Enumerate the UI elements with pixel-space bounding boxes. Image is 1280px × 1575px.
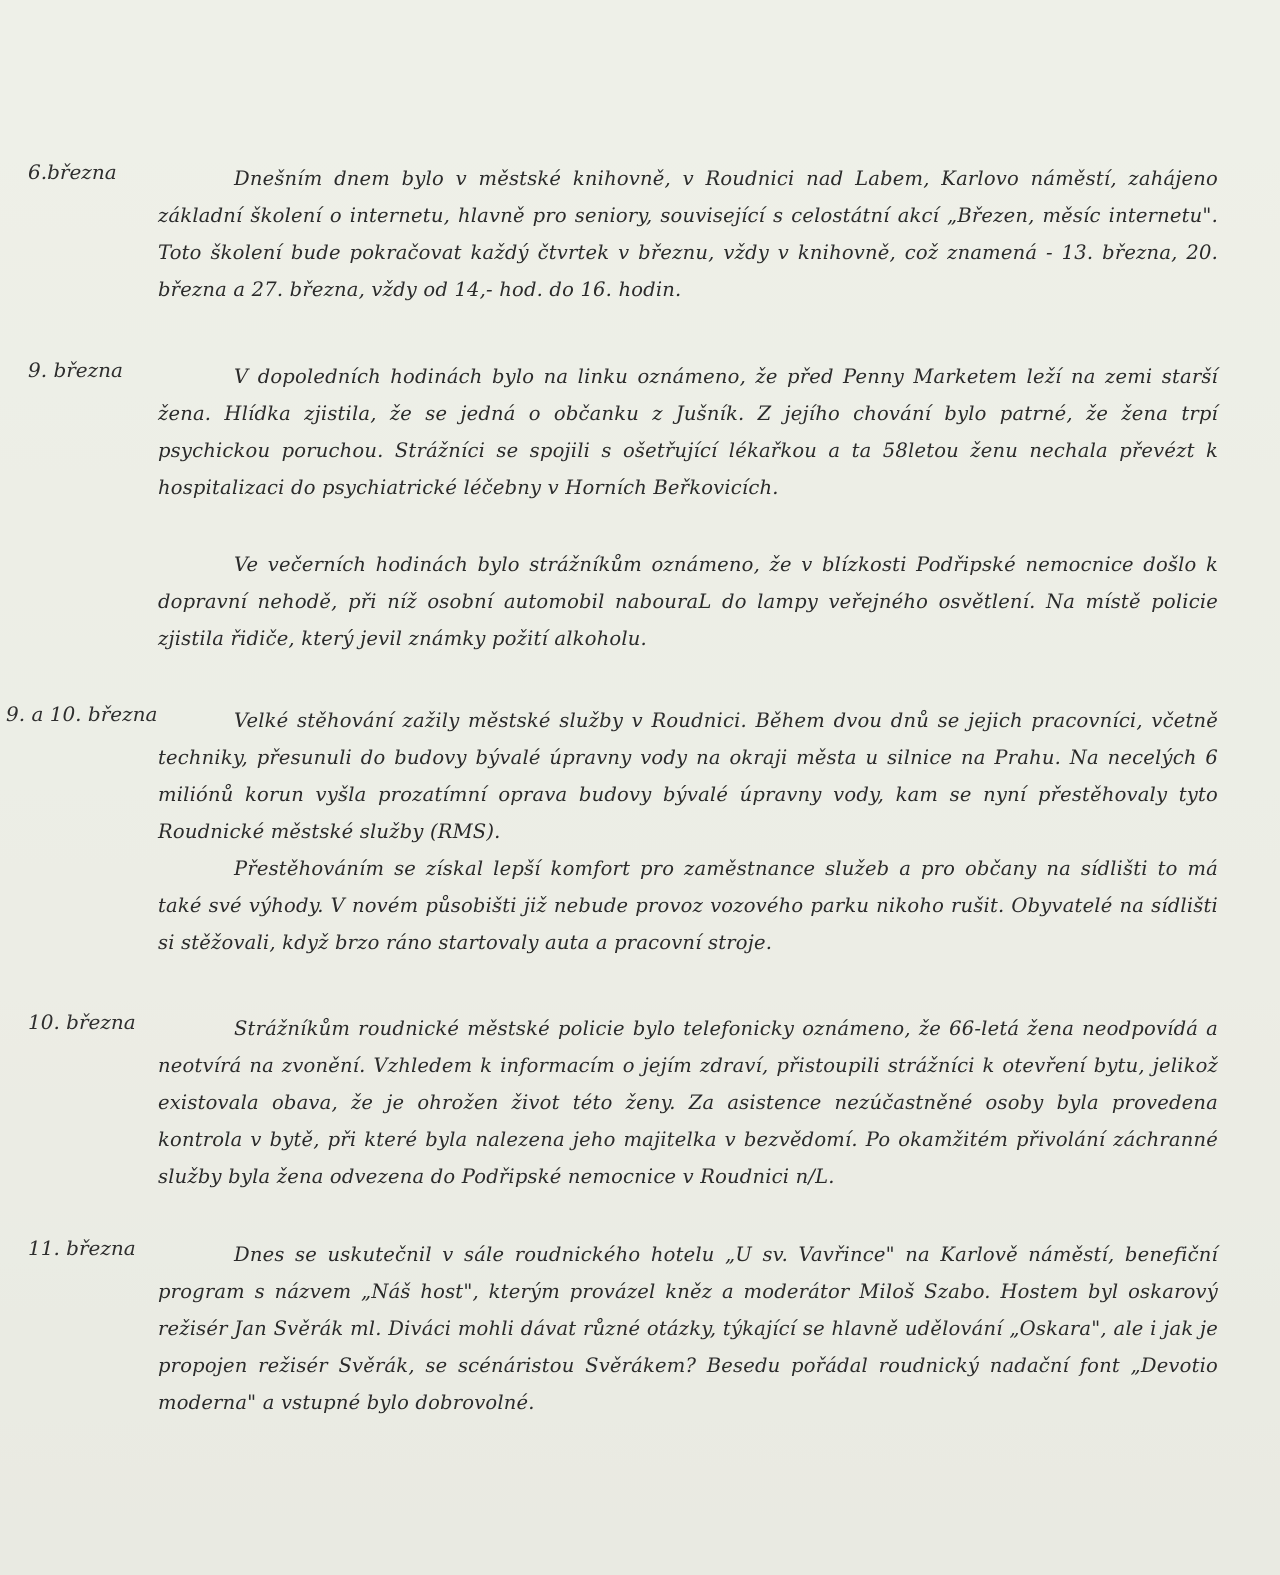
entry-date: 9. a 10. března bbox=[6, 702, 158, 726]
entry-paragraph: Přestěhováním se získal lepší komfort pro zaměstnance služeb a pro občany na sídlišti to má také své výhody. V novém působišti již nebude provoz vozového parku nikoho rušit. Obyvatelé na sídlišti si stěžovali, když brzo ráno startovaly auta a pracovní stroje. bbox=[158, 857, 1218, 954]
entry-text bbox=[158, 358, 1218, 657]
entry-date: 10. března bbox=[28, 1010, 136, 1034]
entry-text bbox=[158, 702, 1218, 961]
entry-date: 9. března bbox=[28, 358, 123, 382]
entry-date: 11. března bbox=[28, 1236, 136, 1260]
entry-paragraph: Dnes se uskutečnil v sále roudnického hotelu „U sv. Vavřince" na Karlově náměstí, benefiční program s názvem „Náš host", kterým provázel kněz a moderátor Miloš Szabo. Hostem byl oskarový režisér Jan Svěrák ml. Diváci mohli dávat různé otázky, týkající se hlavně udělování „Oskara", ale i jak je propojen režisér Svěrák, se scénáristou Svěrákem? Besedu pořádal roudnický nadační font „Devotio moderna" a vstupné bylo dobrovolné. bbox=[158, 1243, 1218, 1414]
entry-paragraph: Dnešním dnem bylo v městské knihovně, v Roudnici nad Labem, Karlovo náměstí, zahájeno základní školení o internetu, hlavně pro seniory, související s celostátní akcí „Březen, měsíc internetu". Toto školení bude pokračovat každý čtvrtek v březnu, vždy v knihovně, což znamená - 13. března, 20. března a 27. března, vždy od 14,- hod. do 16. hodin. bbox=[158, 167, 1218, 301]
entry-paragraph: V dopoledních hodinách bylo na linku oznámeno, že před Penny Marketem leží na zemi starší žena. Hlídka zjistila, že se jedná o občanku z Jušník. Z jejího chování bylo patrné, že žena trpí psychickou poruchou. Strážníci se spojili s ošetřující lékařkou a ta 58letou ženu nechala převézt k hospitalizaci do psychiatrické léčebny v Horních Beřkovicích. bbox=[158, 365, 1218, 499]
entry-text bbox=[158, 1236, 1218, 1421]
entry-text bbox=[158, 1010, 1218, 1195]
entry-paragraph: Ve večerních hodinách bylo strážníkům oznámeno, že v blízkosti Podřipské nemocnice došlo k dopravní nehodě, při níž osobní automobil nabouraL do lampy veřejného osvětlení. Na místě policie zjistila řidiče, který jevil známky požití alkoholu. bbox=[158, 553, 1218, 650]
entry-paragraph: Velké stěhování zažily městské služby v Roudnici. Během dvou dnů se jejich pracovníci, včetně techniky, přesunuli do budovy bývalé úpravny vody na okraji města u silnice na Prahu. Na necelých 6 miliónů korun vyšla prozatímní oprava budovy bývalé úpravny vody, kam se nyní přestěhovaly tyto Roudnické městské služby (RMS). bbox=[158, 709, 1218, 843]
entry-date: 6.března bbox=[28, 160, 117, 184]
entry-text bbox=[158, 160, 1218, 308]
entry-paragraph: Strážníkům roudnické městské policie bylo telefonicky oznámeno, že 66-letá žena neodpovídá a neotvírá na zvonění. Vzhledem k informacím o jejím zdraví, přistoupili strážníci k otevření bytu, jelikož existovala obava, že je ohrožen život této ženy. Za asistence nezúčastněné osoby byla provedena kontrola v bytě, při které byla nalezena jeho majitelka v bezvědomí. Po okamžitém přivolání záchranné služby byla žena odvezena do Podřipské nemocnice v Roudnici n/L. bbox=[158, 1017, 1218, 1188]
